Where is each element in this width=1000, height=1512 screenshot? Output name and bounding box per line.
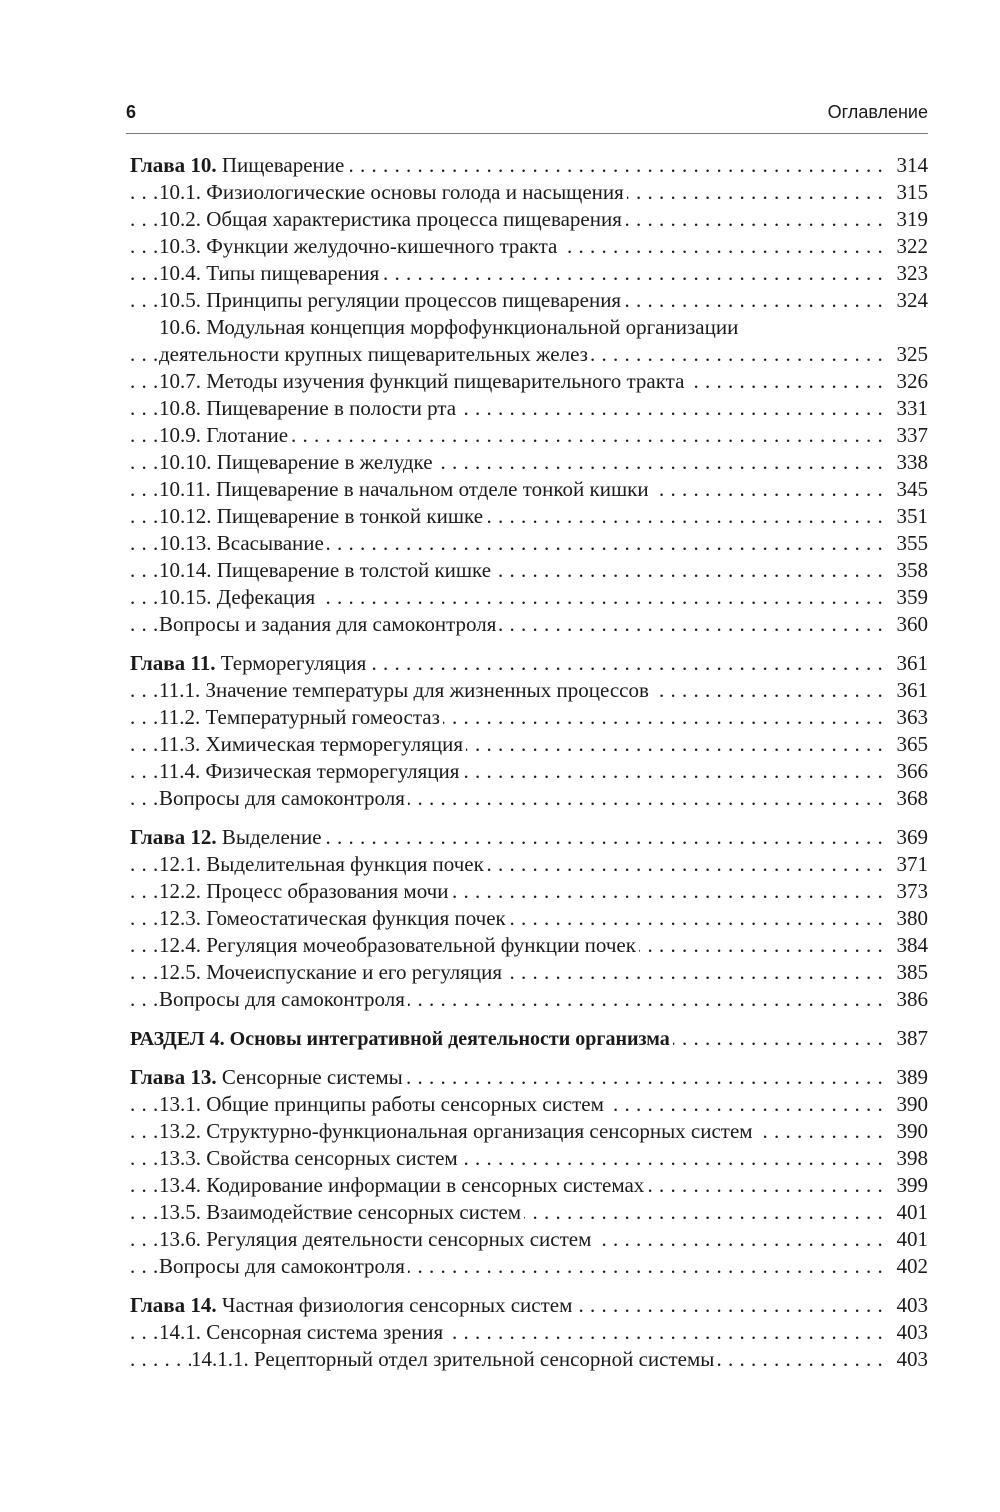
entry-title xyxy=(130,651,369,675)
toc-entry xyxy=(130,287,928,314)
chapter-block xyxy=(130,824,928,1013)
section-heading xyxy=(130,1025,928,1052)
toc-entry xyxy=(130,758,928,785)
chapter-heading xyxy=(130,152,928,179)
entry-title: Вопросы и задания для самоконтроля xyxy=(159,612,499,636)
entry-title: 12.4. Регуляция мочеобразовательной функции почек xyxy=(159,933,639,957)
toc-entry xyxy=(130,731,928,758)
entry-title: 11.4. Физическая терморегуляция xyxy=(159,759,462,783)
toc-entry xyxy=(130,932,928,959)
entry-title xyxy=(130,1065,406,1089)
entry-title: 10.12. Пищеварение в тонкой кишке xyxy=(159,504,486,528)
chapter-label: Глава 14. xyxy=(130,1293,217,1317)
chapter-title: Частная физиология сенсорных систем xyxy=(216,1293,573,1317)
toc-entry xyxy=(130,1091,928,1118)
entry-title: 13.5. Взаимодействие сенсорных систем xyxy=(159,1200,524,1224)
toc-entry xyxy=(130,1226,928,1253)
entry-title xyxy=(130,1293,575,1317)
page-ref: 403 xyxy=(884,1292,928,1319)
entry-title: 10.8. Пищеварение в полости рта xyxy=(159,396,459,420)
entry-title: 10.2. Общая характеристика процесса пищеварения xyxy=(159,207,625,231)
running-title: Оглавление xyxy=(827,102,928,122)
page-ref: 389 xyxy=(884,1064,928,1091)
chapter-block xyxy=(130,1292,928,1373)
entry-title: 10.14. Пищеварение в толстой кишке xyxy=(159,558,494,582)
entry-title xyxy=(130,825,325,849)
page-ref: 403 xyxy=(884,1319,928,1346)
entry-title: 11.1. Значение температуры для жизненных процессов xyxy=(159,678,652,702)
page-ref: 351 xyxy=(884,503,928,530)
toc-entry xyxy=(130,1199,928,1226)
entry-title: 13.1. Общие принципы работы сенсорных систем xyxy=(159,1092,607,1116)
chapter-label: Глава 10. xyxy=(130,153,217,177)
entry-title: 12.5. Мочеиспускание и его регуляция xyxy=(159,960,505,984)
chapter-label: Глава 11. xyxy=(130,651,216,675)
chapter-label: Глава 12. xyxy=(130,825,217,849)
toc-entry xyxy=(130,179,928,206)
page-ref: 385 xyxy=(884,959,928,986)
entry-title: 10.10. Пищеварение в желудке xyxy=(159,450,436,474)
page-ref: 363 xyxy=(884,704,928,731)
toc-entry xyxy=(130,611,928,638)
page-ref: 399 xyxy=(884,1172,928,1199)
page-ref: 373 xyxy=(884,878,928,905)
page-ref: 324 xyxy=(884,287,928,314)
toc-entry xyxy=(130,395,928,422)
entry-title: 10.9. Глотание xyxy=(159,423,291,447)
entry-title: Вопросы для самоконтроля xyxy=(159,987,408,1011)
page-ref: 366 xyxy=(884,758,928,785)
entry-title: деятельности крупных пищеварительных желез xyxy=(159,342,591,366)
page-ref: 386 xyxy=(884,986,928,1013)
toc-entry xyxy=(130,1145,928,1172)
page-ref: 322 xyxy=(884,233,928,260)
toc-entry xyxy=(130,704,928,731)
entry-title: 10.15. Дефекация xyxy=(159,585,318,609)
entry-title xyxy=(130,153,347,177)
entry-title: 14.1. Сенсорная система зрения xyxy=(159,1320,446,1344)
page-ref: 384 xyxy=(884,932,928,959)
page-ref: 403 xyxy=(884,1346,928,1373)
page-ref: 338 xyxy=(884,449,928,476)
page-ref: 358 xyxy=(884,557,928,584)
entry-title: 11.3. Химическая терморегуляция xyxy=(159,732,466,756)
chapter-title: Выделение xyxy=(216,825,322,849)
entry-title: 10.11. Пищеварение в начальном отделе тонкой кишки xyxy=(159,477,652,501)
entry-title: 10.3. Функции желудочно-кишечного тракта xyxy=(159,234,560,258)
entry-title: 13.6. Регуляция деятельности сенсорных систем xyxy=(159,1227,594,1251)
page-ref: 345 xyxy=(884,476,928,503)
entry-title: 10.5. Принципы регуляции процессов пищеварения xyxy=(159,288,624,312)
page-ref: 371 xyxy=(884,851,928,878)
toc-entry xyxy=(130,233,928,260)
page-ref: 401 xyxy=(884,1199,928,1226)
chapter-block xyxy=(130,650,928,812)
toc-entry xyxy=(130,905,928,932)
page-ref: 402 xyxy=(884,1253,928,1280)
toc-entry xyxy=(130,677,928,704)
page-ref: 319 xyxy=(884,206,928,233)
chapter-heading xyxy=(130,1292,928,1319)
section-label: РАЗДЕЛ 4. Основы интегративной деятельности организма xyxy=(130,1028,670,1050)
entry-title: 13.3. Свойства сенсорных систем xyxy=(159,1146,461,1170)
page-ref: 315 xyxy=(884,179,928,206)
toc-entry xyxy=(130,476,928,503)
toc-entry xyxy=(130,206,928,233)
toc-entry xyxy=(130,557,928,584)
toc-entry xyxy=(130,1118,928,1145)
entry-title: 14.1.1. Рецепторный отдел зрительной сенсорной системы xyxy=(191,1347,717,1371)
page-ref: 331 xyxy=(884,395,928,422)
entry-title: 10.4. Типы пищеварения xyxy=(159,261,382,285)
entry-title: 13.2. Структурно-функциональная организация сенсорных систем xyxy=(159,1119,756,1143)
chapter-heading xyxy=(130,1064,928,1091)
entry-title: 10.6. Модульная концепция морфофункциональной организации xyxy=(159,315,741,339)
entry-title: Вопросы для самоконтроля xyxy=(159,1254,408,1278)
page-ref: 401 xyxy=(884,1226,928,1253)
toc-entry xyxy=(130,260,928,287)
page-ref: 390 xyxy=(884,1091,928,1118)
entry-title xyxy=(130,1028,673,1050)
table-of-contents xyxy=(130,152,928,1373)
page-ref: 369 xyxy=(884,824,928,851)
entry-title: 11.2. Температурный гомеостаз xyxy=(159,705,443,729)
toc-entry xyxy=(130,1253,928,1280)
toc-entry xyxy=(130,1319,928,1346)
toc-entry xyxy=(130,530,928,557)
entry-title: 10.13. Всасывание xyxy=(159,531,327,555)
chapter-heading xyxy=(130,824,928,851)
page-ref: 390 xyxy=(884,1118,928,1145)
entry-title: 10.7. Методы изучения функций пищеварительного тракта xyxy=(159,369,687,393)
toc-entry xyxy=(130,422,928,449)
page-ref: 398 xyxy=(884,1145,928,1172)
page-ref: 365 xyxy=(884,731,928,758)
chapter-block xyxy=(130,1064,928,1280)
page-ref: 323 xyxy=(884,260,928,287)
page-ref: 361 xyxy=(884,650,928,677)
entry-title: 13.4. Кодирование информации в сенсорных системах xyxy=(159,1173,647,1197)
entry-title: 12.3. Гомеостатическая функция почек xyxy=(159,906,509,930)
page-ref: 380 xyxy=(884,905,928,932)
chapter-title: Пищеварение xyxy=(216,153,345,177)
toc-entry xyxy=(130,1346,928,1373)
entry-title: 12.1. Выделительная функция почек xyxy=(159,852,487,876)
chapter-block xyxy=(130,152,928,638)
chapter-heading xyxy=(130,650,928,677)
page-ref: 387 xyxy=(884,1025,928,1052)
toc-entry xyxy=(130,449,928,476)
page-ref: 337 xyxy=(884,422,928,449)
toc-entry xyxy=(130,584,928,611)
toc-entry xyxy=(130,368,928,395)
page-ref: 326 xyxy=(884,368,928,395)
header-divider xyxy=(126,133,928,134)
toc-entry xyxy=(130,986,928,1013)
toc-entry xyxy=(130,314,928,341)
toc-entry xyxy=(130,878,928,905)
page-ref: 355 xyxy=(884,530,928,557)
toc-entry xyxy=(130,851,928,878)
page-ref: 314 xyxy=(884,152,928,179)
page-number: 6 xyxy=(126,102,137,122)
toc-entry xyxy=(130,341,928,368)
entry-title: 12.2. Процесс образования мочи xyxy=(159,879,451,903)
running-header xyxy=(126,102,928,132)
toc-entry xyxy=(130,959,928,986)
page-ref: 359 xyxy=(884,584,928,611)
page-ref: 325 xyxy=(884,341,928,368)
page-ref: 368 xyxy=(884,785,928,812)
toc-entry xyxy=(130,503,928,530)
toc-entry xyxy=(130,1172,928,1199)
chapter-label: Глава 13. xyxy=(130,1065,217,1089)
chapter-title: Сенсорные системы xyxy=(216,1065,403,1089)
page-ref: 361 xyxy=(884,677,928,704)
entry-title: 10.1. Физиологические основы голода и насыщения xyxy=(159,180,627,204)
entry-title: Вопросы для самоконтроля xyxy=(159,786,408,810)
section-block xyxy=(130,1025,928,1052)
page-ref: 360 xyxy=(884,611,928,638)
chapter-title: Терморегуляция xyxy=(215,651,367,675)
toc-entry xyxy=(130,785,928,812)
